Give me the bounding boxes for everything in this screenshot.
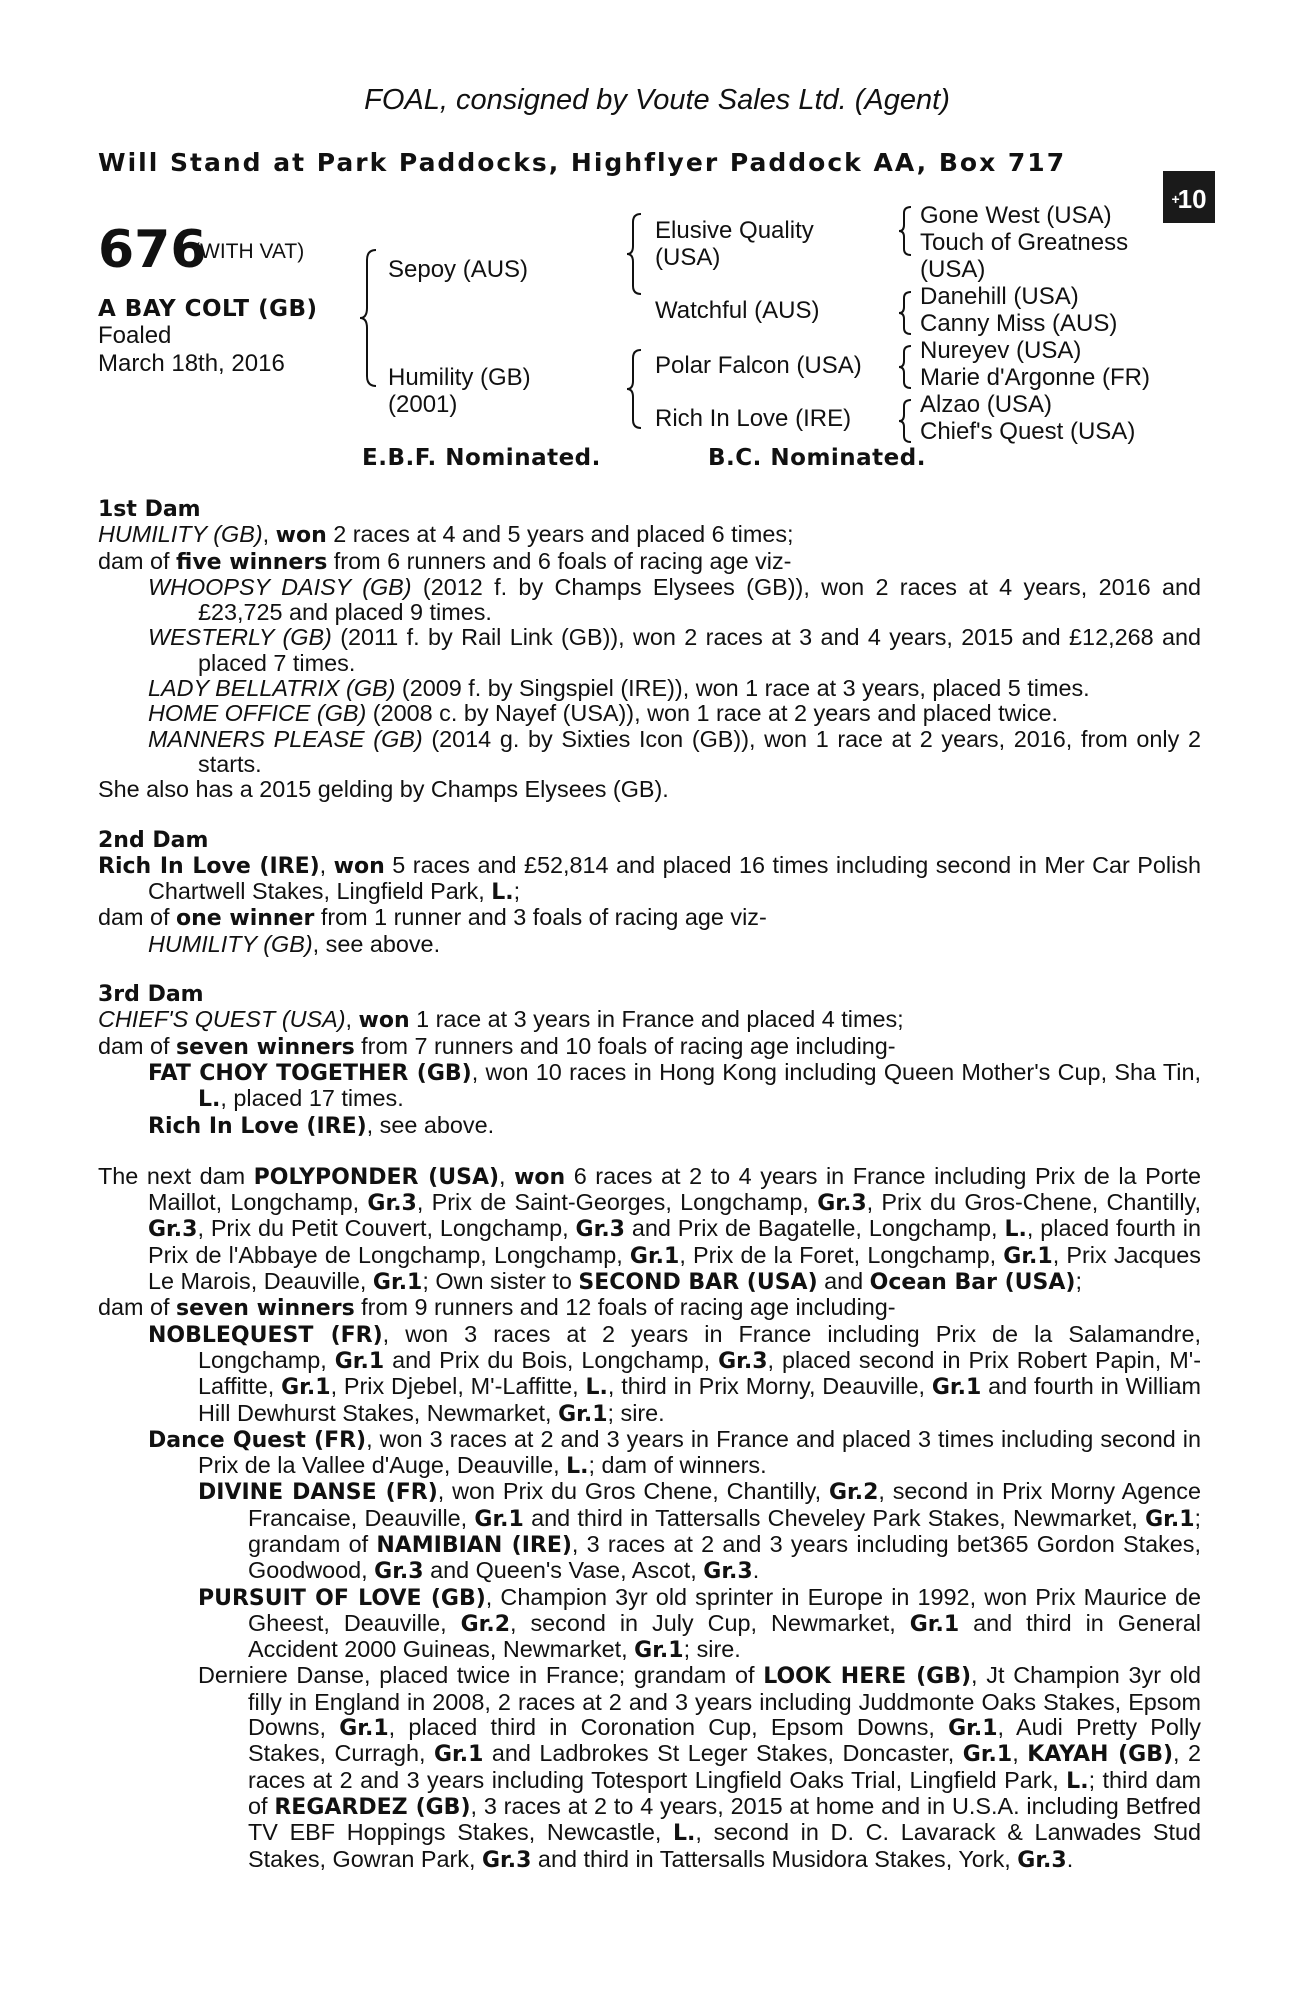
produce-item: MANNERS PLEASE (GB) (2014 g. by Sixties Icon (GB)), won 1 race at 2 years, 2016, from only 2 starts. xyxy=(148,725,1201,777)
next-dam-text: The next dam POLYPONDER (USA), won 6 races at 2 to 4 years in France including Prix de la Porte Maillot, Longchamp, Gr.3, Prix de Saint-Georges, Longchamp, Gr.3, Prix du Gros-Chene, Chantilly, Gr.3, Prix du Petit Couvert, Longchamp, Gr.3 and Prix de Bagatelle, Longchamp, L., placed fourth in Prix de l'Abbaye de Longchamp, Longchamp, Gr.1, Prix de la Foret, Longchamp, Gr.1, Prix Jacques Le Marois, Deauville, Gr.1; Own sister to SECOND BAR (USA) and Ocean Bar (USA); xyxy=(98,1162,1201,1296)
lot-number: 676 xyxy=(98,220,207,280)
pedigree-brace-2b xyxy=(625,348,643,430)
pedigree-brace-3d xyxy=(897,398,913,444)
pedigree-brace-3b xyxy=(897,290,913,336)
pedigree-ssd-name: Touch of Greatness xyxy=(920,229,1129,256)
lot-vat: (WITH VAT) xyxy=(193,240,305,263)
first-dam-produce: dam of five winners from 6 runners and 6 foals of racing age viz- xyxy=(98,547,792,575)
pedigree-dds: Alzao (USA) xyxy=(920,391,1053,418)
foaled-info xyxy=(98,322,285,378)
produce-item: PURSUIT OF LOVE (GB), Champion 3yr old sprinter in Europe in 1992, won Prix Maurice de Gheest, Deauville, Gr.2, second in July Cup, Newmarket, Gr.1 and third in General Accident 2000 Guineas, Newmarket, Gr.1; sire. xyxy=(198,1583,1202,1664)
pedigree-brace-2a xyxy=(625,212,643,296)
pedigree-ss-country: (USA) xyxy=(655,244,721,271)
pedigree-ssd xyxy=(920,229,1128,283)
stand-location: Will Stand at Park Paddocks, Highflyer Paddock AA, Box 717 xyxy=(98,148,1067,177)
third-dam-produce: dam of seven winners from 7 runners and 10 foals of racing age including- xyxy=(98,1032,896,1060)
produce-item: Derniere Danse, placed twice in France; grandam of LOOK HERE (GB), Jt Champion 3yr old filly in England in 2008, 2 races at 2 and 3 years including Juddmonte Oaks Stakes, Epsom Downs, Gr.1, placed third in Coronation Cup, Epsom Downs, Gr.1, Audi Pretty Polly Stakes, Curragh, Gr.1 and Ladbrokes St Leger Stakes, Doncaster, Gr.1, KAYAH (GB), 2 races at 2 and 3 years including Totesport Lingfield Oaks Trial, Lingfield Park, L.; third dam of REGARDEZ (GB), 3 races at 2 to 4 years, 2015 at home and in U.S.A. including Betfred TV EBF Hoppings Stakes, Newcastle, L., second in D. C. Lavarack & Lanwades Stud Stakes, Gowran Park, Gr.3 and third in Tattersalls Musidora Stakes, York, Gr.3. xyxy=(198,1662,1202,1873)
foaled-date: March 18th, 2016 xyxy=(98,350,285,377)
produce-item: LADY BELLATRIX (GB) (2009 f. by Singspiel (IRE)), won 1 race at 3 years, placed 5 times. xyxy=(148,675,1090,702)
pedigree-sss: Gone West (USA) xyxy=(920,202,1112,229)
produce-item: FAT CHOY TOGETHER (GB), won 10 races in Hong Kong including Queen Mother's Cup, Sha Tin, L., placed 17 times. xyxy=(148,1058,1201,1113)
second-dam-produce: dam of one winner from 1 runner and 3 foals of racing age viz- xyxy=(98,904,767,932)
lot-title: A BAY COLT (GB) xyxy=(98,296,318,322)
pedigree-sds: Danehill (USA) xyxy=(920,283,1079,310)
pedigree-dam-year: (2001) xyxy=(388,391,458,418)
pedigree-brace-3c xyxy=(897,344,913,390)
first-dam-text: HUMILITY (GB), won 2 races at 4 and 5 years and placed 6 times; xyxy=(98,521,794,549)
lot-badge xyxy=(1163,171,1215,223)
pedigree-brace-3a xyxy=(897,205,913,257)
pedigree-dsd: Marie d'Argonne (FR) xyxy=(920,364,1150,391)
foaled-label: Foaled xyxy=(98,322,172,349)
pedigree-sire-sire xyxy=(655,217,814,271)
produce-item: HOME OFFICE (GB) (2008 c. by Nayef (USA)), won 1 race at 2 years and placed twice. xyxy=(148,700,1058,727)
pedigree-dam-name: Humility (GB) xyxy=(388,364,531,391)
pedigree-ss-name: Elusive Quality xyxy=(655,217,814,244)
produce-item: WESTERLY (GB) (2011 f. by Rail Link (GB)), won 2 races at 3 and 4 years, 2015 and £12,268 and placed 7 times. xyxy=(148,624,1201,676)
produce-item: WHOOPSY DAISY (GB) (2012 f. by Champs Elysees (GB)), won 2 races at 4 years, 2016 and £23,725 and placed 9 times. xyxy=(148,573,1201,626)
consignment-line: FOAL, consigned by Voute Sales Ltd. (Agent) xyxy=(364,84,950,116)
pedigree-dam-dam: Rich In Love (IRE) xyxy=(655,405,852,432)
produce-item: DIVINE DANSE (FR), won Prix du Gros Chene, Chantilly, Gr.2, second in Prix Morny Agence Francaise, Deauville, Gr.1 and third in Tattersalls Cheveley Park Stakes, Newmarket, Gr.1; grandam of NAMIBIAN (IRE), 3 races at 2 and 3 years including bet365 Gordon Stakes, Goodwood, Gr.3 and Queen's Vase, Ascot, Gr.3. xyxy=(198,1478,1202,1585)
produce-note: She also has a 2015 gelding by Champs Elysees (GB). xyxy=(98,776,669,803)
produce-item: HUMILITY (GB), see above. xyxy=(148,930,441,957)
bc-nominated: B.C. Nominated. xyxy=(708,445,926,471)
badge-number: 10 xyxy=(1177,184,1207,214)
second-dam-heading: 2nd Dam xyxy=(98,827,209,853)
pedigree-ssd-country: (USA) xyxy=(920,256,986,283)
pedigree-brace-1 xyxy=(358,248,378,388)
pedigree-sire: Sepoy (AUS) xyxy=(388,256,529,283)
first-dam-heading: 1st Dam xyxy=(98,497,201,522)
pedigree-ddd: Chief's Quest (USA) xyxy=(920,418,1136,445)
produce-item: Dance Quest (FR), won 3 races at 2 and 3 years in France and placed 3 times including second in Prix de la Vallee d'Auge, Deauville, L.; dam of winners. xyxy=(148,1425,1202,1480)
next-dam-produce: dam of seven winners from 9 runners and 12 foals of racing age including- xyxy=(98,1294,896,1322)
third-dam-heading: 3rd Dam xyxy=(98,982,204,1008)
produce-item: NOBLEQUEST (FR), won 3 races at 2 years in France including Prix de la Salamandre, Longchamp, Gr.1 and Prix du Bois, Longchamp, Gr.3, placed second in Prix Robert Papin, M'-Laffitte, Gr.1, Prix Djebel, M'-Laffitte, L., third in Prix Morny, Deauville, Gr.1 and fourth in William Hill Dewhurst Stakes, Newmarket, Gr.1; sire. xyxy=(148,1320,1201,1427)
second-dam-text: Rich In Love (IRE), won 5 races and £52,814 and placed 16 times including second in Mer Car Polish Chartwell Stakes, Lingfield Park, L.; xyxy=(98,851,1202,906)
pedigree-dam xyxy=(388,364,531,418)
pedigree-dam-sire: Polar Falcon (USA) xyxy=(655,352,862,379)
pedigree-dss: Nureyev (USA) xyxy=(920,337,1082,364)
produce-item: Rich In Love (IRE), see above. xyxy=(148,1111,495,1139)
badge-plus: + xyxy=(1171,191,1180,207)
catalogue-text xyxy=(98,497,1201,1873)
third-dam-text: CHIEF'S QUEST (USA), won 1 race at 3 years in France and placed 4 times; xyxy=(98,1006,904,1034)
pedigree-sire-dam: Watchful (AUS) xyxy=(655,297,820,324)
pedigree-sdd: Canny Miss (AUS) xyxy=(920,310,1118,337)
ebf-nominated: E.B.F. Nominated. xyxy=(362,445,601,471)
